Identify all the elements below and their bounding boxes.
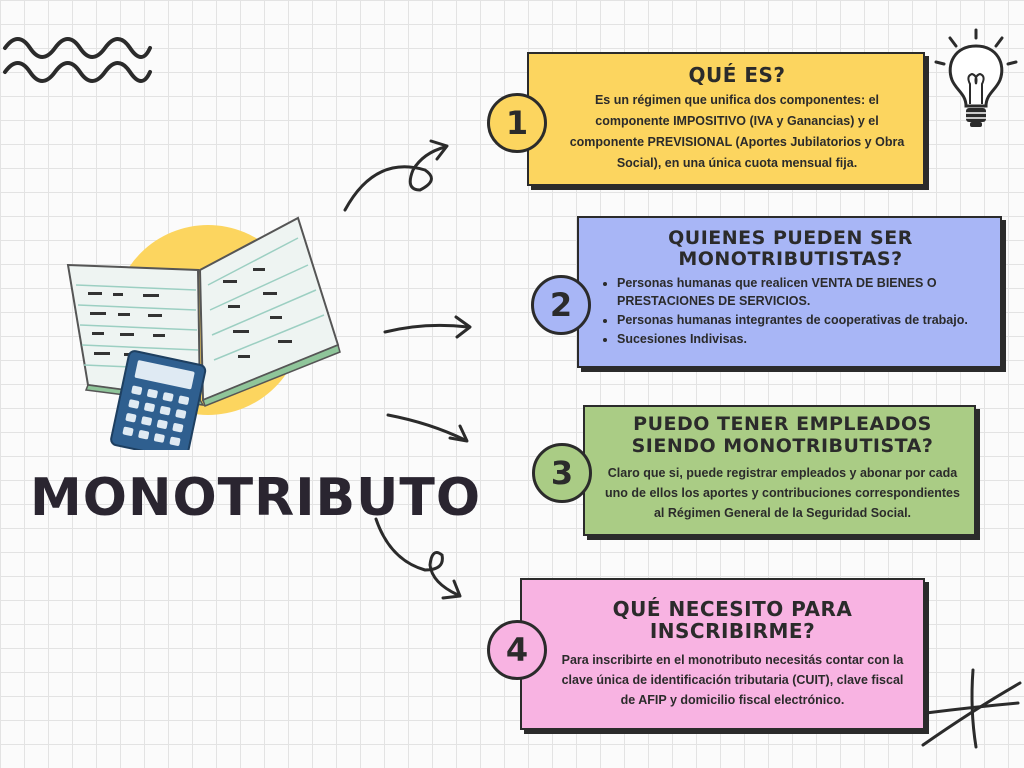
card-heading: QUÉ ES? (688, 63, 786, 87)
card-list (595, 274, 986, 348)
arrow-to-card-3 (380, 405, 480, 455)
card-quienes-pueden (577, 216, 1002, 368)
card-text: Es un régimen que unifica dos componentes: el componente IMPOSITIVO (IVA y Ganancias) y el componente PREVISIONAL (Aportes Jubilatorios y Obra Social), en una única cuota mensual fija. (569, 93, 905, 170)
card-que-necesito (520, 578, 925, 730)
card-que-es (527, 52, 925, 186)
number-badge-1: 1 (487, 93, 547, 153)
card-empleados (583, 405, 976, 536)
list-item: • Personas humanas que realicen VENTA DE BIENES O PRESTACIONES DE SERVICIOS. (617, 274, 986, 310)
arrow-to-card-2 (380, 310, 480, 345)
list-item: • Sucesiones Indivisas. (617, 330, 986, 348)
card-heading: QUÉ NECESITO PARA INSCRIBIRME? (612, 597, 853, 643)
card-text: Claro que si, puede registrar empleados y abonar por cada uno de ellos los aportes y contribuciones correspondientes al Régimen General de la Seguridad Social. (605, 466, 960, 520)
card-heading: PUEDO TENER EMPLEADOS SIENDO MONOTRIBUTISTA? (631, 413, 934, 457)
doodle-lines-decoration (918, 665, 1024, 755)
card-heading: QUIENES PUEDEN SER MONOTRIBUTISTAS? (668, 227, 913, 270)
arrow-to-card-4 (370, 515, 475, 605)
number-badge-3: 3 (532, 443, 592, 503)
list-item: • Personas humanas integrantes de cooperativas de trabajo. (617, 311, 986, 329)
arrow-to-card-1 (335, 135, 460, 220)
card-text: Para inscribirte en el monotributo necesitás contar con la clave única de identificación tributaria (CUIT), clave fiscal de AFIP y domicilio fiscal electrónico. (561, 653, 904, 707)
main-title: MONOTRIBUTO (30, 468, 482, 528)
number-badge-4: 4 (487, 620, 547, 680)
lightbulb-icon (930, 28, 1022, 138)
squiggle-decoration (0, 30, 160, 90)
book-calculator-illustration (58, 210, 348, 450)
number-badge-2: 2 (531, 275, 591, 335)
